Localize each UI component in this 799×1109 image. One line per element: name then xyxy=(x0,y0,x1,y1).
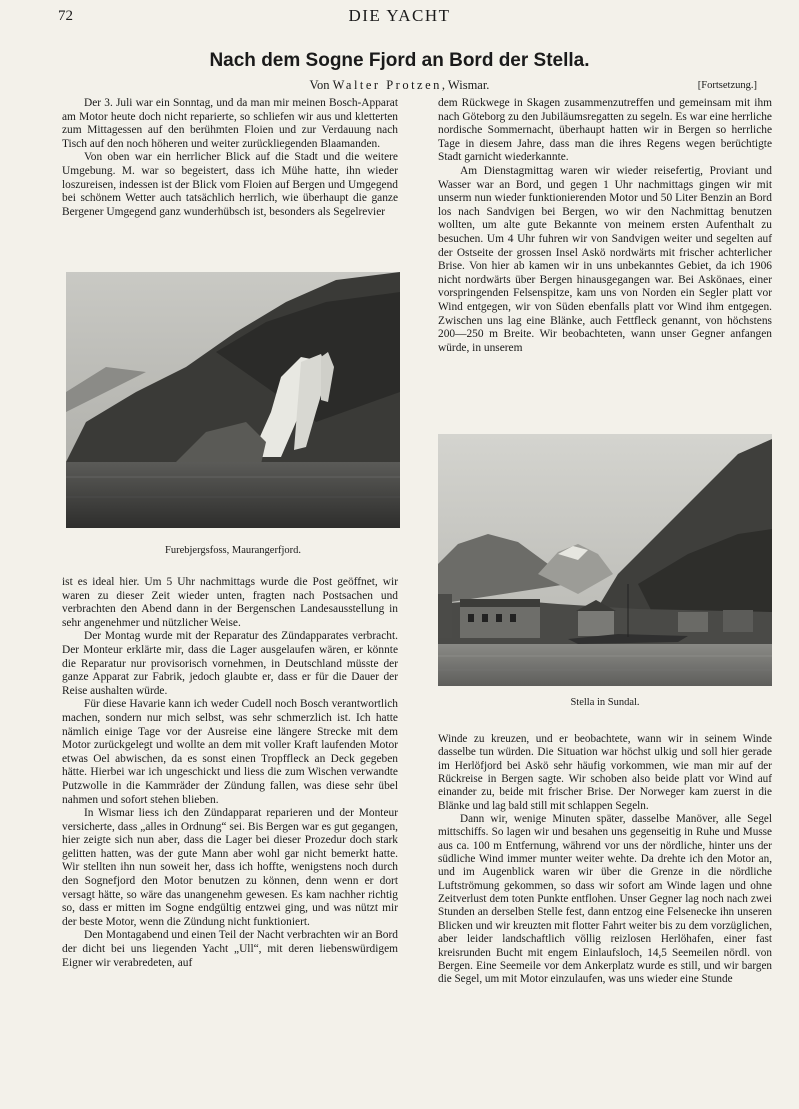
paragraph: In Wismar liess ich den Zündapparat reparieren und der Monteur versicherte, dass „alles in Ordnung“ sei. Bis Bergen war es gut gegangen, hier zeigte sich nun aber, dass die Lager bei dieser Prozedur doch stark gelitten hatten, was der gute Mann aber wohl gar nicht bemerkt hatte. Wir stellten ihn nun soweit her, dass ich hoffte, wenigstens noch durch den Sognefjord den Motor benutzen zu können, denn wenn er dort versagt hätte, so wäre das unangenehm gewesen. Es kam nachher richtig so, dass er mitten im Sogne endgültig entzwei ging, und was nützt mir der beste Motor, wenn die Zündung nicht funktioniert. xyxy=(62,807,398,928)
paragraph: Am Dienstagmittag waren wir wieder reisefertig, Proviant und Wasser war an Bord, und gegen 1 Uhr nachmittags gingen wir mit unserm nun wieder funktionierenden Motor und 50 Liter Benzin an Bord los nach Sandvigen bei Bergen, wo wir den Nachmittag benutzen wollten, um alte gute Bekannte von meinem ersten Aufenthalt zu besuchen. Um 4 Uhr fuhren wir von Sandvigen weiter und segelten auf der Ostseite der grossen Insel Askö nordwärts mit frischer achterlicher Brise. Von hier ab kamen wir in uns unbekanntes Gebiet, da ich 1906 nicht nordwärts über Bergen hinausgegangen war. Bei Askönaes, einer vorspringenden Felsenspitze, kam uns von Norden ein Segler platt vor Wind entgegen, wir von Süden ebenfalls platt vor Wind ihm entgegen. Zwischen uns lag eine Blänke, auch Fettfleck genannt, von höchstens 200—250 m Breite. Wir beobachteten, wann unser Gegner anfangen würde, in unserem xyxy=(438,164,772,354)
column-left-top xyxy=(62,97,398,219)
journal-title: DIE YACHT xyxy=(348,6,451,25)
paragraph: Der 3. Juli war ein Sonntag, und da man mir meinen Bosch-Apparat am Motor heute doch nicht reparierte, so schliefen wir aus und kletterten zum Mittagessen auf den berühmten Floien und zur Verdauung nach Tisch auf den noch höheren und weiter zurückliegenden Blaamanden. xyxy=(62,97,398,150)
paragraph: ist es ideal hier. Um 5 Uhr nachmittags wurde die Post geöffnet, wir waren zu dieser Zeit wieder unten, fragten nach Postsachen und verbrachten den Abend dann in der Bergenschen Landesausstellung in sehr angenehmer und nützlicher Weise. xyxy=(62,576,398,629)
byline xyxy=(0,78,799,93)
paragraph: Von oben war ein herrlicher Blick auf die Stadt und die weitere Umgebung. M. war so begeistert, dass ich Mühe hatte, ihn wieder loszureisen, indessen ist der Blick vom Floien auf Bergen und Umgegend bei schönem Wetter auch tatsächlich herrlich, wie überhaupt die ganze Bergener Umgegend ganz wunderhübsch ist, besonders als Segelrevier xyxy=(62,151,398,218)
author-name: Walter Protzen xyxy=(332,78,442,92)
byline-prefix: Von xyxy=(309,78,333,92)
running-head xyxy=(0,6,799,28)
paragraph: Der Montag wurde mit der Reparatur des Zündapparates verbracht. Der Monteur erklärte mir, dass die Lager ausgelaufen wären, er könnte die Reparatur nur provisorisch vornehmen, in Deutschland müsste der ganze Apparat zur Fabrik, jedoch glaubte er, dass er für die Dauer der Reise aushalten würde. xyxy=(62,630,398,697)
paragraph: Für diese Havarie kann ich weder Cudell noch Bosch verantwortlich machen, sondern nur mich selbst, was sehr schmerzlich ist. Ich hatte nämlich einige Tage vor der Ausreise eine längere Strecke mit dem Motor zurückgelegt und wollte an dem mit voller Kraft laufenden Motor etwas Oel abwischen, da es sonst einen Tropffleck an Deck gegeben hätte. Hierbei war ich ungeschickt und liess die zum Wischen verwandte Putzwolle in die Kammräder der Zündung fallen, was diese sehr übel nahmen und sofort stehen blieben. xyxy=(62,698,398,806)
waterfall-photo xyxy=(66,272,400,528)
author-location: , Wismar. xyxy=(441,78,490,92)
paragraph: Winde zu kreuzen, und er beobachtete, wann wir in seinem Winde dasselbe tun würden. Die Situation war höchst ulkig und soll hier gerade im Herlöfjord bei Askö sehr häufig vorkommen, wie man mir auf der Rückreise in Bergen sagte. Wir schoben also beide platt vor Wind auf einander zu, beide mit frischer Brise. Der Norweger kam zuerst in die Blänke und lag bald still mit schlappen Segeln. xyxy=(438,733,772,812)
paragraph: Den Montagabend und einen Teil der Nacht verbrachten wir an Bord der dicht bei uns liegenden Yacht „Ull“, mit deren liebenswürdigem Eigner wir verabredeten, auf xyxy=(62,929,398,969)
article-title: Nach dem Sogne Fjord an Bord der Stella. xyxy=(209,50,590,71)
stella-caption: Stella in Sundal. xyxy=(570,697,640,708)
page-number: 72 xyxy=(58,8,73,24)
stella-photo xyxy=(438,434,772,686)
column-right-bottom xyxy=(438,733,772,987)
continued-note: [Fortsetzung.] xyxy=(697,80,757,91)
paragraph: Dann wir, wenige Minuten später, dasselbe Manöver, alle Segel mittschiffs. So lagen wir und besahen uns gegenseitig in Ruhe und Musse aus ca. 100 m Entfernung, während vor uns der nördliche, hinter uns der südliche Wind immer munter weiter wehte. Da drehte ich den Motor an, und im Augenblick waren wir über die Grenze in die nördliche Luftströmung gekommen, so dass wir sofort am Winde lagen und ohne Zeitverlust dem toten Punkte entflohen. Unser Gegner lag noch nach zwei Stunden an derselben Stelle fest, dann entzog eine Felsenecke ihn unseren Blicken und wir kreuzten mit flotter Fahrt weiter bis zu dem vorzüglichen, aber leider landschaftlich völlig reizlosen Herlöhafen, einer fast kreisrunden Bucht mit engem Einlaufsloch, 14,5 Seemeilen nördl. von Bergen. Eine Seemeile vor dem Ankerplatz wurde es still, und wir bargen die Segel, um mit Motor einzulaufen, was uns wieder eine Stunde xyxy=(438,813,772,986)
waterfall-caption: Furebjergsfoss, Maurangerfjord. xyxy=(165,545,301,556)
column-left-bottom xyxy=(62,576,398,970)
paragraph: dem Rückwege in Skagen zusammenzutreffen und gemeinsam mit ihm nach Göteborg zu den Jubiläumsregatten zu segeln. Es war eine herrliche nordische Sommernacht, überhaupt hatten wir in Bergen so herrliche Tage in diesem Jahre, dass man die ihres Regens wegen berüchtigte Stadt garnicht wiederkannte. xyxy=(438,97,772,164)
column-right-top xyxy=(438,97,772,355)
